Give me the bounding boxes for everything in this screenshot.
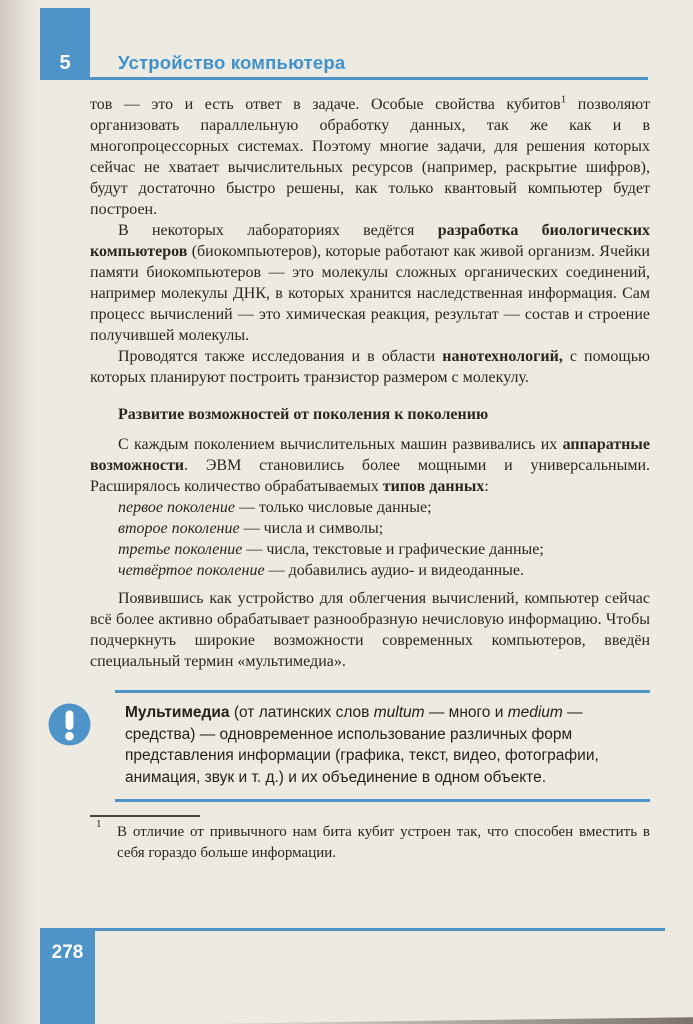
body-paragraph: Проводятся также исследования и в области нанотехнологий, с помощью которых планируют построить транзистор размером с молекулу. xyxy=(90,348,650,386)
definition-callout xyxy=(115,690,650,802)
page-number-box xyxy=(40,928,95,1024)
scan-left-edge xyxy=(0,0,38,1024)
body-paragraph: тов — это и есть ответ в задаче. Особые свойства кубитов$^1$ позволяют организовать параллельную обработку данных, так же как и в многопроцессорных системах. Поэтому многие задачи, для решения которых сейчас не хватает вычислительных ресурсов (например, раскрытие шифров), будут достаточно быстро решены, как только квантовый компьютер будет построен. xyxy=(90,93,651,218)
generation-list-item: второе поколение — числа и символы; xyxy=(118,520,384,537)
bottom-rule xyxy=(95,928,665,931)
generation-list-item: третье поколение — числа, текстовые и графические данные; xyxy=(118,541,544,558)
section-heading: Развитие возможностей от поколения к поколению xyxy=(118,406,489,423)
body-paragraph: В некоторых лабораториях ведётся разработка биологических компьютеров (биокомпьютеров), которые работают как живой организм. Ячейки памяти биокомпьютеров — это молекулы сложных органических соединений, например молекулы ДНК, в которых хранится наследственная информация. Сам процесс вычислений — это химическая реакция, результат — состав и строение получившей молекулы. xyxy=(90,222,650,344)
header-rule xyxy=(90,77,648,80)
footnote: 1 В отличие от привычного нам бита кубит устроен так, что способен вместить в себя гораздо больше информации. xyxy=(96,818,650,861)
text-column xyxy=(90,94,650,863)
chapter-number: 5 xyxy=(59,52,71,74)
body-paragraph: С каждым поколением вычислительных машин развивались их аппаратные возможности. ЭВМ становились более мощными и универсальными. Расширялось количество обрабатываемых типов данных: xyxy=(90,436,650,495)
chapter-number-box xyxy=(40,8,90,80)
body-blocks xyxy=(90,94,650,672)
callout-text: Мультимедиа (от латинских слов multum — много и medium — средства) — одновременное использование различных форм представления информации (графика, текст, видео, фотографии, анимация, звук и т. д.) и их объединение в одном объекте. xyxy=(125,704,599,786)
body-paragraph: Появившись как устройство для облегчения вычислений, компьютер сейчас всё более активно обрабатывает разнообразную нечисловую информацию. Чтобы подчеркнуть широкие возможности современных компьютеров, введён специальный термин «мультимедиа». xyxy=(90,590,650,670)
generation-list-item: четвёртое поколение — добавились аудио- и видеоданные. xyxy=(118,562,524,579)
generation-list-item: первое поколение — только числовые данные; xyxy=(118,499,432,516)
chapter-title: Устройство компьютера xyxy=(118,52,346,73)
exclamation-icon xyxy=(48,703,91,746)
footnote-text: В отличие от привычного нам бита кубит устроен так, что способен вместить в себя гораздо больше информации. xyxy=(117,824,650,861)
page-number: 278 xyxy=(51,942,84,963)
footnote-separator xyxy=(90,815,200,817)
scan-bottom-shadow xyxy=(180,1016,693,1024)
